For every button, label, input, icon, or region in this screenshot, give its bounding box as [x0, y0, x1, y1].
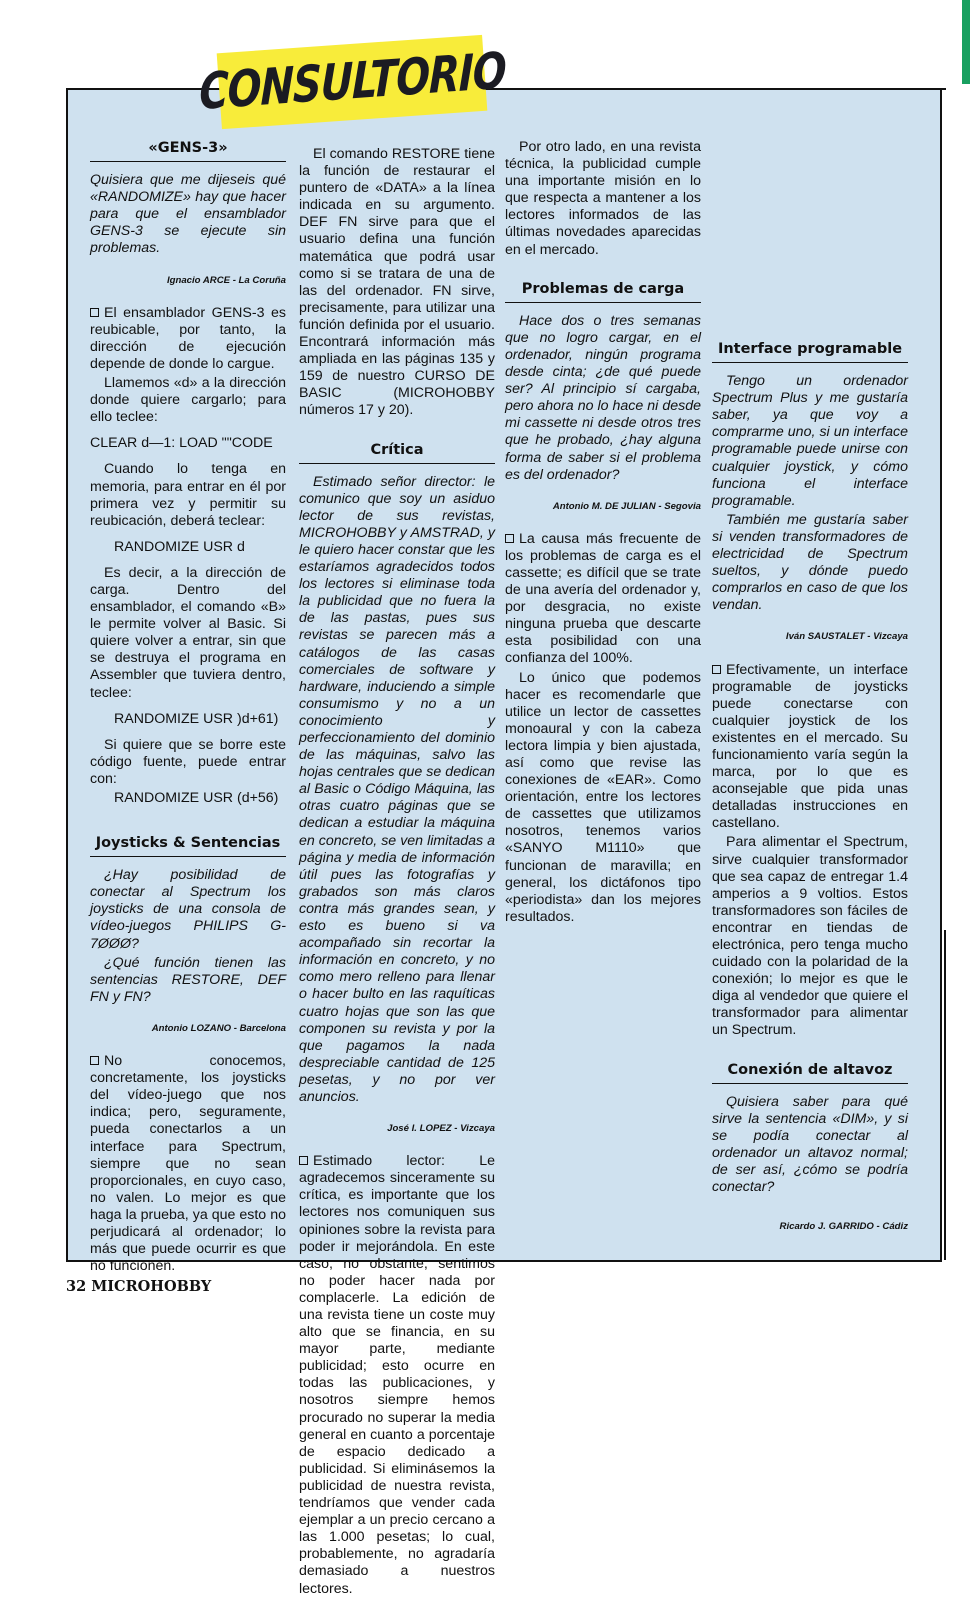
answer-square-icon [505, 534, 514, 543]
joysticks-heading: Joysticks & Sentencias [90, 835, 286, 857]
column-4 [712, 146, 908, 1251]
altavoz-heading: Conexión de altavoz [712, 1062, 908, 1084]
carga-answer-p1: La causa más frecuente de los problemas de carga es el cassette; es difícil que se trate de una avería del ordenador y, por desgracia, no existe ninguna prueba que descarte esta posibilidad con una confianza del 100%. [505, 530, 701, 667]
carga-answer-p2: Lo único que podemos hacer es recomendarle que utilice un lector de cassettes monoaural y con la cabeza lectora limpia y bien ajustada, así como que revise las conexiones de «EAR». Como orientación, entre los lectores de cassettes que utilizamos nosotros, tenemos varios «SANYO M1110» que funcionan de maravilla; en general, los dictáfonos tipo «periodista» dan los mejores resultados. [505, 669, 701, 925]
column-3 [505, 139, 701, 928]
page-edge-bar [962, 0, 970, 84]
critica-answer-p2: Por otro lado, en una revista técnica, la publicidad cumple una importante misión en lo que respecta a mantener a los lectores informados de las últimas novedades aparecidas en el mercado. [505, 139, 701, 258]
interface-answer-p1: Efectivamente, un interface programable de joysticks puede conectarse con cualquier joystick de los existentes en el mercado. Su funcionamiento varía según la marca, por lo que es aconsejable que pida unas detalladas instrucciones en castellano. [712, 661, 908, 832]
gens-code-4: RANDOMIZE USR (d+56) [114, 790, 279, 806]
gens-code-2: RANDOMIZE USR d [114, 538, 245, 555]
interface-answer-p2: Para alimentar el Spectrum, sirve cualquier transformador que sea capaz de entregar 1.4 amperios a 9 voltios. Estos transformadores son fáciles de encontrar en tiendas de electrónica, pero tenga mucho cuidado con la polaridad de la conexión; lo mejor es que le diga al vendedor que quiere el transformador para alimentar un Spectrum. [712, 834, 908, 1039]
answer-square-icon [712, 665, 721, 674]
critica-question: Estimado señor director: le comunico que soy un asiduo lector de sus revistas, MICROHOBBY y AMSTRAD, y le quiero hacer constar que les estaríamos agradecidos todos los lectores si eliminase toda la publicidad que no fuera la de las pastas, pues sus revistas se parecen más a catálogos de las casas comerciales de software y hardware, induciendo a simple consumismo y no a un conocimiento y perfeccionamiento del dominio de las máquinas, salvo las hojas centrales que se dedican al Basic o Código Máquina, las otras cuatro páginas que se dedican a estudiar la máquina en concreto, se ven limitadas a página y media de información útil pues las fotografías y grabados son más claros contra más grandes sean, y esto es bueno si va acompañado sin recortar la información en concreto, y no como mero relleno para llenar o hacer bulto en las raquíticas cuatro hojas que son las que componen su revista y por la que pagamos la nada despreciable cantidad de 125 pesetas, y no por ver anuncios. [299, 473, 495, 1105]
gens-code-3: RANDOMIZE USR )d+61) [114, 710, 279, 727]
gens-answer-p2: Llamemos «d» a la dirección donde quiere cargarlo; para ello teclee: [90, 375, 286, 426]
carga-heading: Problemas de carga [505, 281, 701, 303]
critica-signature: José I. LOPEZ - Vizcaya [387, 1123, 495, 1135]
gens-question: Quisiera que me dijeseis qué «RANDOMIZE» hay que hacer para que el ensamblador GENS-3 se ejecute sin problemas. [90, 172, 286, 257]
joysticks-answer-p2: El comando RESTORE tiene la función de restaurar el puntero de «DATA» a la línea indicada en su argumento. DEF FN sirve para que el usuario defina una función matemática que podrá usar como si se tratara de una de las del ordenador. FN sirve, precisamente, para utilizar una función definida por el usuario. Encontrará información más ampliada en las páginas 135 y 159 de nuestro CURSO DE BASIC (MICROHOBBY números 17 y 20). [299, 146, 495, 419]
interface-signature: Iván SAUSTALET - Vizcaya [785, 631, 908, 643]
interface-question-p2: También me gustaría saber si venden transformadores de electricidad de Spectrum sueltos, y dónde puedo comprarlos en caso de que los vendan. [712, 511, 908, 614]
carga-signature: Antonio M. DE JULIAN - Segovia [552, 500, 701, 512]
answer-square-icon [299, 1156, 308, 1165]
altavoz-signature: Ricardo J. GARRIDO - Cádiz [779, 1221, 908, 1233]
critica-heading: Crítica [299, 442, 495, 464]
column-2 [299, 146, 495, 1600]
gens-code-1: CLEAR d—1: LOAD ""CODE [90, 435, 273, 452]
joysticks-answer-p1: No conocemos, concretamente, los joysticks del vídeo-juego que nos indica; pero, seguramente, pueda conectarlos a un interface para Spectrum, siempre que no sean proporcionales, en cuyo caso, no valen. Lo mejor es que haga la prueba, ya que esto no perjudicará al ordenador; lo más que puede ocurrir es que no funcionen. [90, 1053, 286, 1275]
joysticks-question-p2: ¿Qué función tienen las sentencias RESTORE, DEF FN y FN? [90, 954, 286, 1005]
gens-signature: Ignacio ARCE - La Coruña [166, 274, 286, 286]
answer-square-icon [90, 1056, 99, 1065]
side-rule [944, 930, 946, 1260]
gens-answer-p4: Es decir, a la dirección de carga. Dentro del ensamblador, el comando «B» le permite volver al Basic. Si quiere volver a entrar, sin que se destruya el programa en Assembler que tuviera dentro, teclee: [90, 564, 286, 701]
critica-answer-p1: Estimado lector: Le agradecemos sinceramente su crítica, es importante que los lectores nos comuniquen sus opiniones sobre la revista para poder ir mejorándola. En este caso, no obstante, sentimos no poder hacer nada por complacerle. La edición de una revista tiene un coste muy alto que se financia, en su mayor parte, mediante publicidad; esto ocurre en todas las publicaciones, y nosotros siempre hemos procurado no superar la media general en cuanto a porcentaje de espacio dedicado a publicidad. Si eliminásemos la publicidad de nuestra revista, tendríamos que vender cada ejemplar a un precio cercano a las 1.000 pesetas; lo cual, probablemente, no agradaría demasiado a nuestros lectores. [299, 1153, 495, 1597]
gens-answer-p3: Cuando lo tenga en memoria, para entrar en él por primera vez y permitir su reubicación, deberá teclear: [90, 461, 286, 529]
answer-square-icon [90, 308, 99, 317]
joysticks-question-p1: ¿Hay posibilidad de conectar al Spectrum los joysticks de una consola de vídeo-juegos PHILIPS G-7ØØØ? [90, 867, 286, 952]
altavoz-question: Quisiera saber para qué sirve la sentencia «DIM», y si se podía conectar al ordenador un altavoz normal; de ser así, ¿cómo se podría conectar? [712, 1093, 908, 1196]
joysticks-signature: Antonio LOZANO - Barcelona [151, 1022, 286, 1034]
gens-answer-p1: El ensamblador GENS-3 es reubicable, por tanto, la dirección de ejecución depende de donde lo cargue. [90, 304, 286, 372]
banner-title: CONSULTORIO [198, 42, 506, 122]
page-footer: 32 MICROHOBBY [66, 1278, 212, 1295]
column-1 [90, 140, 286, 1277]
carga-question: Hace dos o tres semanas que no logro cargar, en el ordenador, ningún programa desde cinta; ¿de qué puede ser? Al principio sí cargaba, pero ahora no lo hace ni desde mi cassette ni desde otros tres que he probado, ¿hay alguna forma de saber si el problema es del ordenador? [505, 312, 701, 483]
gens-answer-p5: Si quiere que se borre este código fuente, puede entrar con: [90, 736, 286, 787]
interface-question-p1: Tengo un ordenador Spectrum Plus y me gustaría saber, ya que voy a comprarme uno, si un interface programable puede unirse con cualquier joystick, y cómo funciona el interface programable. [712, 373, 908, 509]
gens-heading: «GENS-3» [90, 140, 286, 162]
interface-heading: Interface programable [712, 341, 908, 363]
top-rule [66, 88, 946, 90]
